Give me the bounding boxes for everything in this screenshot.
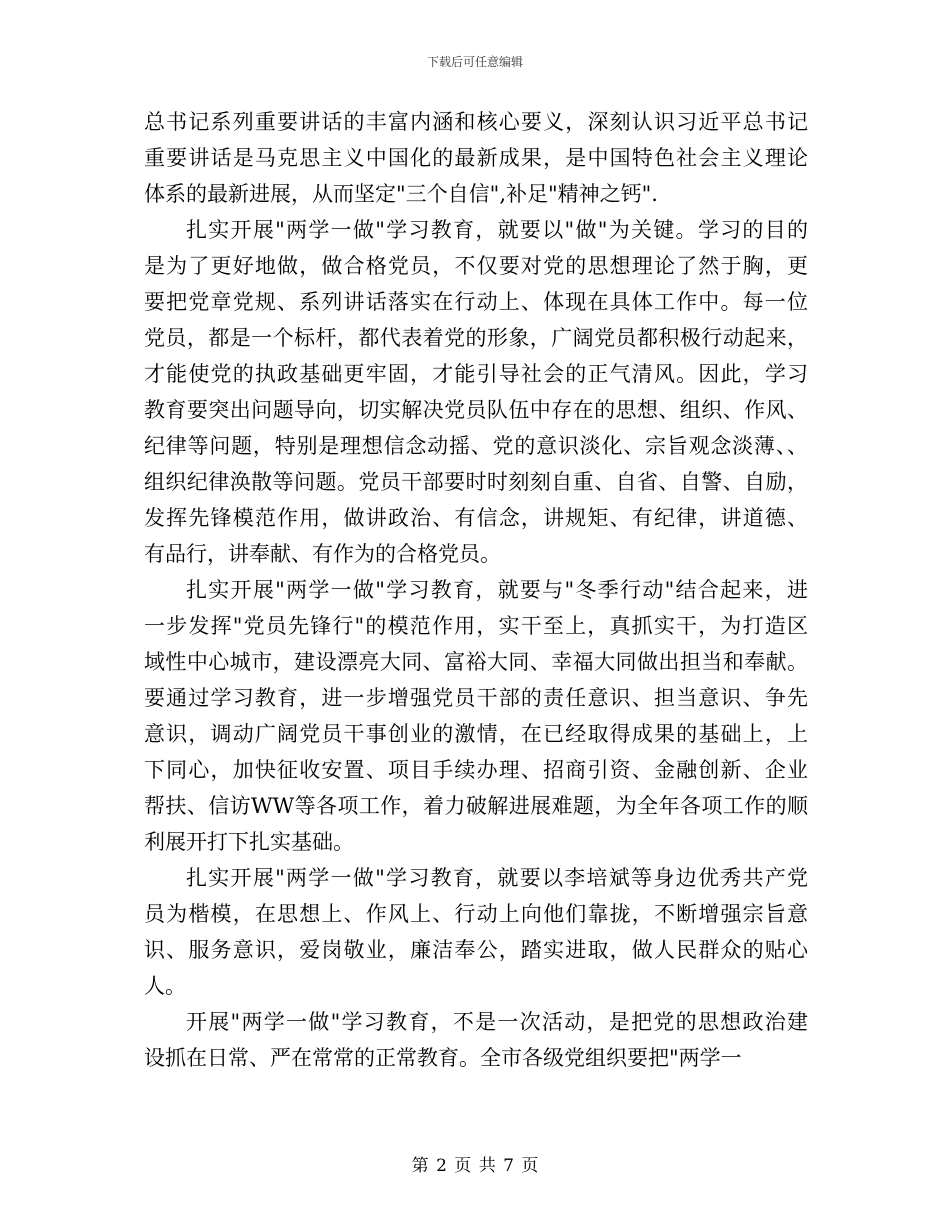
text-line: 重要讲话是马克思主义中国化的最新成果，是中国特色社会主义理论 bbox=[144, 146, 808, 170]
paragraph bbox=[144, 104, 808, 212]
text-line: 党员，都是一个标杆，都代表着党的形象，广阔党员都积极行动起来， bbox=[144, 326, 808, 350]
body-text bbox=[144, 104, 808, 1076]
text-line: 要通过学习教育，进一步增强党员干部的责任意识、担当意识、争先 bbox=[144, 686, 808, 710]
text-line: 体系的最新进展，从而坚定"三个自信",补足"精神之钙". bbox=[144, 182, 658, 206]
text-line: 发挥先锋模范作用，做讲政治、有信念，讲规矩、有纪律，讲道德、 bbox=[144, 506, 808, 530]
text-line: 员为楷模，在思想上、作风上、行动上向他们靠拢，不断增强宗旨意 bbox=[144, 902, 808, 926]
page-header-note: 下载后可任意编辑 bbox=[426, 55, 523, 69]
text-line: 利展开打下扎实基础。 bbox=[144, 830, 354, 854]
text-line: 扎实开展"两学一做"学习教育，就要以李培斌等身边优秀共产党 bbox=[186, 866, 808, 890]
text-line: 人。 bbox=[144, 974, 186, 998]
page-number: 第 2 页 共 7 页 bbox=[411, 1156, 539, 1176]
text-line: 扎实开展"两学一做"学习教育，就要与"冬季行动"结合起来，进 bbox=[186, 578, 808, 602]
text-line: 组织纪律涣散等问题。党员干部要时时刻刻自重、自省、自警、自励， bbox=[144, 470, 808, 494]
text-line: 教育要突出问题导向，切实解决党员队伍中存在的思想、组织、作风、 bbox=[144, 398, 808, 422]
text-line: 是为了更好地做，做合格党员，不仅要对党的思想理论了然于胸，更 bbox=[144, 254, 808, 278]
text-line: 设抓在日常、严在常常的正常教育。全市各级党组织要把"两学一 bbox=[144, 1046, 742, 1070]
text-line: 下同心，加快征收安置、项目手续办理、招商引资、金融创新、企业 bbox=[144, 758, 808, 782]
paragraph bbox=[144, 572, 808, 860]
text-line: 有品行，讲奉献、有作为的合格党员。 bbox=[144, 542, 501, 566]
paragraph bbox=[144, 860, 808, 1004]
paragraph bbox=[144, 212, 808, 572]
text-line: 识、服务意识，爱岗敬业，廉洁奉公，踏实进取，做人民群众的贴心 bbox=[144, 938, 808, 962]
text-line: 要把党章党规、系列讲话落实在行动上、体现在具体工作中。每一位 bbox=[144, 290, 808, 314]
text-line: 开展"两学一做"学习教育，不是一次活动，是把党的思想政治建 bbox=[186, 1010, 808, 1034]
text-line: 扎实开展"两学一做"学习教育，就要以"做"为关键。学习的目的 bbox=[186, 218, 808, 242]
text-line: 才能使党的执政基础更牢固，才能引导社会的正气清风。因此，学习 bbox=[144, 362, 808, 386]
text-line: 纪律等问题，特别是理想信念动摇、党的意识淡化、宗旨观念淡薄、、 bbox=[144, 434, 808, 458]
text-line: 总书记系列重要讲话的丰富内涵和核心要义，深刻认识习近平总书记 bbox=[144, 110, 808, 134]
paragraph bbox=[144, 1004, 808, 1076]
text-line: 域性中心城市，建设漂亮大同、富裕大同、幸福大同做出担当和奉献。 bbox=[144, 650, 808, 674]
text-line: 一步发挥"党员先锋行"的模范作用，实干至上，真抓实干，为打造区 bbox=[144, 614, 808, 638]
text-line: 帮扶、信访WW等各项工作，着力破解进展难题，为全年各项工作的顺 bbox=[144, 794, 808, 818]
text-line: 意识，调动广阔党员干事创业的激情，在已经取得成果的基础上，上 bbox=[144, 722, 808, 746]
